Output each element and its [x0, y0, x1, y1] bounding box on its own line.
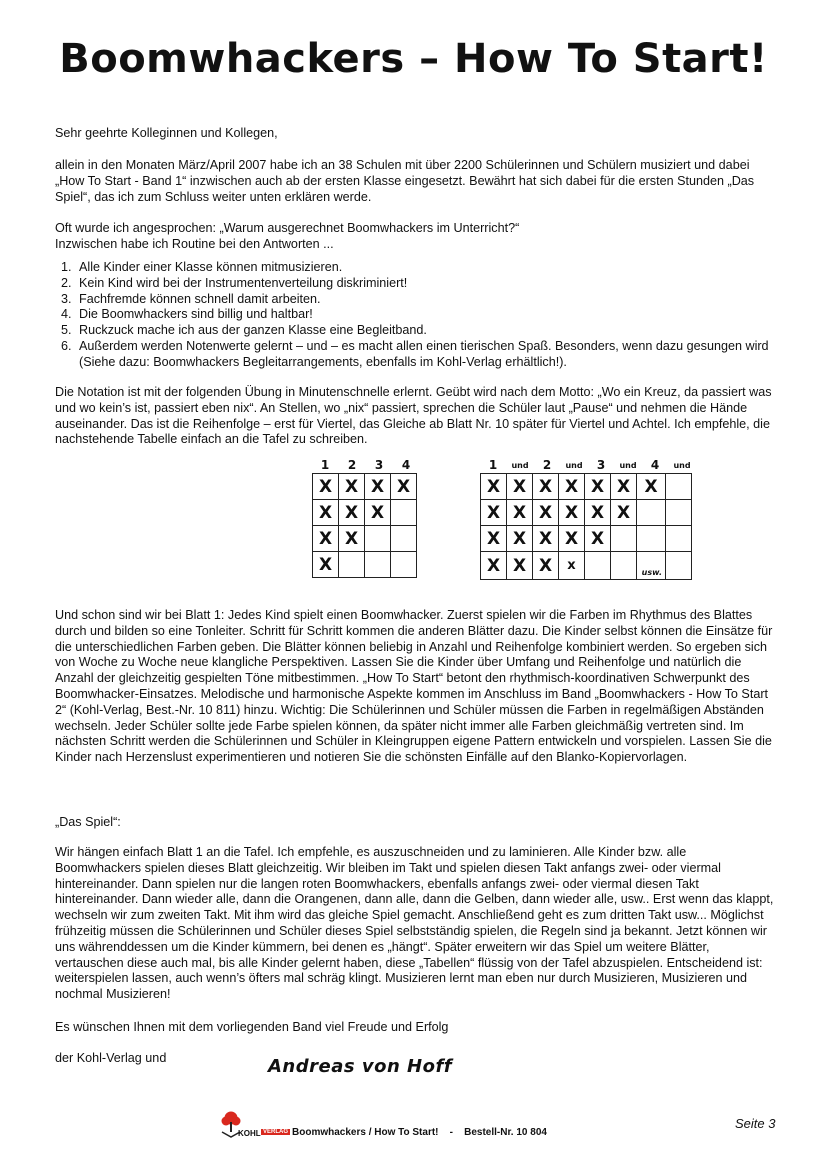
intro-paragraph: allein in den Monaten März/April 2007 habe ich an 38 Schulen mit über 2200 Schülerinnen und Schülern musiziert und dabei „How To Start - Band 1“ inzwischen auch ab der ersten Klasse eingesetzt. Bewährt hat sich dabei für die ersten Stunden „Das Spiel“, das ich zum Schluss weiter unten erklären werde. [55, 158, 755, 204]
table-cell: X [481, 526, 507, 552]
table-cell: X [533, 526, 559, 552]
table-cell: X [611, 500, 637, 526]
table-row [313, 500, 417, 526]
table-cell: X [637, 474, 666, 500]
kohl-verlag-logo: KOHL VERLAG [218, 1110, 288, 1142]
table-cell [666, 474, 692, 500]
table-cell [666, 500, 692, 526]
table-cell: X [507, 526, 533, 552]
spiel-paragraph: Wir hängen einfach Blatt 1 an die Tafel. Ich empfehle, es auszuschneiden und zu laminieren. Alle Kinder bzw. alle Boomwhackers spielen dieses Blatt gleichzeitig. Wir bleiben im Takt und spielen diesen Takt anfangs zwei- oder viermal hintereinander. Dann spielen nur die langen roten Boomwhackers, ebenfalls anfangs zwei- oder viermal diesen Takt hintereinander. Dann wieder alle, dann die Orangenen, dann alle, dann die Gelben, dann wieder alle, usw.. Erst wenn das klappt, wechseln wir zum zweiten Takt. Mit ihm wird das gleiche Spiel gemacht. Anschließend geht es zum dritten Takt usw... Möglichst frühzeitig müssen die Schülerinnen und Schüler dieses Spiel selbstständig spielen, die Regeln sind ja bekannt. Jetzt können wir uns währenddessen um die Kinder kümmern, bei denen es „hängt“. Später erweitern wir das Spiel um weitere Blätter, vertauschen diese auch mal, bis alle Kinder gelernt haben, diese „Tabellen“ flüssig von der Tafel abzuspielen. Entscheidend ist: weiterspielen lassen, auch wenn’s öfters mal schräg klingt. Musizieren lernt man eben nur durch Musizieren, Musizieren und nochmal Musizieren! [55, 845, 774, 1002]
sender-line: der Kohl-Verlag und [55, 1051, 167, 1065]
eighths-table [480, 473, 692, 580]
table-cell: X [313, 500, 339, 526]
list-item: 4. Die Boomwhackers sind billig und haltbar! [61, 307, 313, 322]
table-cell [611, 526, 637, 552]
notation-paragraph: Die Notation ist mit der folgenden Übung in Minutenschnelle erlernt. Geübt wird nach dem Motto: „Wo ein Kreuz, da passiert was und wo kein’s ist, passiert eben nix“. An Stellen, wo „nix“ passiert, sprechen die Schüler laut „Pause“ und nehmen die Hände auseinander. Das ist die Reihenfolge – erst für Viertel, das Gleiche ab Blatt Nr. 10 später für Viertel und Achtel. Ich empfehle, die nachstehende Tabelle einfach an die Tafel zu schreiben. [55, 385, 772, 447]
list-item: 5. Ruckzuck mache ich aus der ganzen Klasse eine Begleitband. [61, 323, 427, 338]
quarters-table [312, 473, 417, 578]
spiel-heading: „Das Spiel“: [55, 815, 121, 829]
footer-book-title: Boomwhackers / How To Start! [292, 1127, 439, 1138]
table-cell: X [559, 474, 585, 500]
table-cell: X [585, 526, 611, 552]
table-cell: X [313, 474, 339, 500]
table-row [481, 474, 692, 500]
table-cell [637, 500, 666, 526]
blatt1-paragraph: Und schon sind wir bei Blatt 1: Jedes Kind spielt einen Boomwhacker. Zuerst spielen wir die Farben im Rhythmus des Blattes durch und bilden so eine Tonleiter. Schritt für Schritt kommen die anderen Blätter dazu. Die Kinder selbst können die Einsätze für die unterschiedlichen Farben geben. Die Blätter können beliebig in Anzahl und Reihenfolge kombiniert werden. So ergeben sich von Woche zu Woche neue klangliche Perspektiven. Lassen Sie die Kinder über Umfang und Reihenfolge und natürlich die Anzahl der gleichzeitig gespielten Töne mitbestimmen. „How To Start“ betont den rhythmisch-koordinativen Schwerpunkt des Boomwhacker-Einsatzes. Melodische und harmonische Aspekte kommen im Anschluss im Band „Boomwhackers - How To Start 2“ (Kohl-Verlag, Best.-Nr. 10 811) hinzu. Wichtig: Die Schülerinnen und Schüler müssen die Farben in regelmäßigen Abständen wechseln. Jeder Schüler sollte jede Farbe spielen können, da später nicht immer alle Farben gleichmäßig vertreten sind. Im nächsten Schritt werden die Schülerinnen und Schüler in Kleingruppen eigene Pattern entwickeln und vorspielen. Lassen Sie die Kinder nach Herzenslust experimentieren und notieren Sie die schönsten Einfälle auf den Blanko-Kopiervorlagen. [55, 608, 773, 765]
table-cell: X [585, 500, 611, 526]
table-row [481, 552, 692, 580]
greeting: Sehr geehrte Kolleginnen und Kollegen, [55, 126, 278, 140]
routine-line: Inzwischen habe ich Routine bei den Antworten ... [55, 237, 334, 251]
table-cell: X [559, 500, 585, 526]
table-cell: X [339, 500, 365, 526]
table-cell: x [559, 552, 585, 580]
table-cell: X [339, 474, 365, 500]
table-cell: X [313, 526, 339, 552]
table-row [313, 526, 417, 552]
table-cell [391, 552, 417, 578]
table-cell [637, 526, 666, 552]
table-cell: X [507, 500, 533, 526]
table-cell: X [533, 552, 559, 580]
table-cell: X [533, 500, 559, 526]
table-cell [666, 552, 692, 580]
reasons-list [55, 260, 775, 371]
author-signature: Andreas von Hoff [268, 1056, 453, 1077]
table-cell: X [507, 552, 533, 580]
table-cell: X [391, 474, 417, 500]
table-cell [391, 500, 417, 526]
table-row [481, 526, 692, 552]
table-cell: X [585, 474, 611, 500]
question-line: Oft wurde ich angesprochen: „Warum ausgerechnet Boomwhackers im Unterricht?“ [55, 221, 520, 235]
table-cell: usw. [637, 552, 666, 580]
footer-separator: - [449, 1127, 453, 1138]
table-cell [339, 552, 365, 578]
table-cell [666, 526, 692, 552]
list-item: 2. Kein Kind wird bei der Instrumentenverteilung diskriminiert! [61, 275, 408, 290]
table-cell [585, 552, 611, 580]
page-title: Boomwhackers – How To Start! [59, 36, 768, 82]
table-cell: X [339, 526, 365, 552]
table-cell: X [611, 474, 637, 500]
table-cell [365, 552, 391, 578]
table-row [481, 500, 692, 526]
table-cell: X [481, 500, 507, 526]
table-cell: X [313, 552, 339, 578]
table-cell: X [481, 552, 507, 580]
table-cell: X [481, 474, 507, 500]
list-item: 6. Außerdem werden Notenwerte gelernt – und – es macht allen einen tierischen Spaß. Besonders, wenn dazu gesungen wird (Siehe dazu: Boomwhackers Begleitarrangements, ebenfalls im Kohl-Verlag erhältlich!). [61, 338, 769, 369]
table-cell: X [365, 500, 391, 526]
page-number: Seite 3 [735, 1116, 776, 1131]
footer-text [292, 1127, 547, 1138]
list-item: 3. Fachfremde können schnell damit arbeiten. [61, 291, 321, 306]
table-cell [611, 552, 637, 580]
table-row [313, 552, 417, 578]
list-item: 1. Alle Kinder einer Klasse können mitmusizieren. [61, 260, 343, 274]
closing-line: Es wünschen Ihnen mit dem vorliegenden Band viel Freude und Erfolg [55, 1020, 449, 1034]
table-cell: X [533, 474, 559, 500]
table-cell: X [559, 526, 585, 552]
footer-order-number: Bestell-Nr. 10 804 [464, 1127, 547, 1138]
table-cell [365, 526, 391, 552]
table-row [313, 474, 417, 500]
table-cell: X [507, 474, 533, 500]
table-cell [391, 526, 417, 552]
table-cell: X [365, 474, 391, 500]
